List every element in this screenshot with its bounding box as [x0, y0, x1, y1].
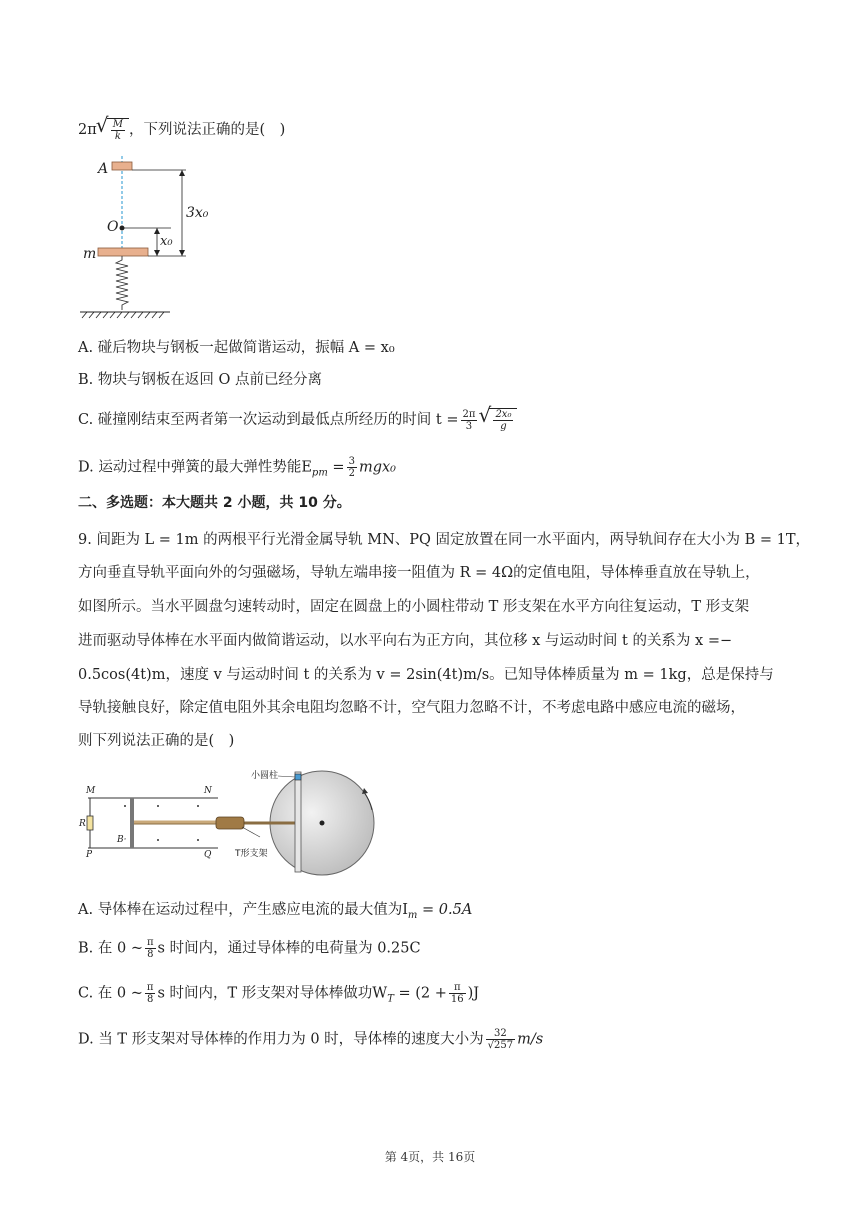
q9-b-den: 8 [147, 949, 154, 960]
intro-prefix: 2π [78, 122, 97, 138]
q9-line-3: 如图所示。当水平圆盘匀速转动时，固定在圆盘上的小圆柱带动 T 形支架在水平方向往复运动，T 形支架 [78, 599, 750, 615]
q9-c-den2: 16 [450, 994, 464, 1005]
label-O: O [107, 219, 119, 235]
q8-option-d [78, 456, 396, 483]
q9-line-5: 0.5cos(4t)m，速度 v 与运动时间 t 的关系为 v = 2sin(4t)m/s。已知导体棒质量为 m = 1kg，总是保持与 [78, 667, 774, 683]
q8-d-frac-num: 3 [348, 456, 355, 467]
rail-label-N: N [204, 786, 212, 796]
tframe-label: T形支架 [235, 849, 268, 859]
rail-disc-figure [78, 764, 388, 884]
q8-d-tail: mgx₀ [358, 459, 396, 476]
q8-c-text: C. 碰撞刚结束至两者第一次运动到最低点所经历的时间 t = [78, 412, 459, 428]
q9-c-num: π [146, 982, 154, 993]
q8-c-sqrt-num: √ 2x₀ [495, 409, 512, 420]
q8-d-eq: = [327, 459, 345, 476]
q9-b-num: π [146, 937, 154, 948]
q8-d-text: D. 运动过程中弹簧的最大弹性势能E [78, 459, 312, 476]
q9-a-text: A. 导体棒在运动过程中，产生感应电流的最大值为I [78, 902, 408, 918]
q8-option-c [78, 408, 517, 432]
q8-d-sub: pm [311, 467, 328, 479]
q9-c-sub: T [387, 993, 394, 1005]
label-m: m [83, 246, 97, 262]
q9-option-b [78, 937, 421, 960]
spring-figure [76, 152, 209, 327]
q9-c-eq: = (2 + [393, 985, 447, 1002]
rail-label-M: M [86, 786, 96, 796]
q9-a-tail: = 0.5A [417, 902, 473, 918]
q8-c-frac-num: 2π [462, 408, 476, 420]
q8-c-frac-den: 3 [465, 420, 473, 432]
q9-option-a [78, 900, 472, 926]
q9-line-4: 进而驱动导体棒在水平面内做简谐运动，以水平向右为正方向，其位移 x 与运动时间 t 的关系为 x =− [78, 633, 733, 649]
label-x0: x₀ [160, 234, 173, 249]
q8-option-a: A. 碰后物块与钢板一起做简谐运动，振幅 A = x₀ [78, 340, 395, 356]
q9-b-post: s 时间内，通过导体棒的电荷量为 0.25C [157, 940, 421, 957]
q9-option-c [78, 982, 479, 1009]
q9-line-7: 则下列说法正确的是( ) [78, 733, 235, 749]
label-3x0: 3x₀ [186, 205, 209, 221]
q9-c-post: s 时间内，T 形支架对导体棒做功W [157, 985, 388, 1002]
q8-d-frac-den: 2 [348, 468, 355, 479]
intro-line [78, 118, 285, 142]
q9-d-tail: m/s [517, 1031, 544, 1048]
sqrt-den: k [114, 131, 121, 142]
cylinder-label: 小圆柱 [251, 771, 279, 781]
q9-c-tail: )J [467, 985, 480, 1002]
resistor-label-R: R [79, 819, 86, 829]
intro-text: ，下列说法正确的是( ) [129, 122, 286, 138]
q9-c-pre: C. 在 0 ~ [78, 985, 143, 1002]
q9-c-den: 8 [146, 994, 154, 1005]
q9-d-pre: D. 当 T 形支架对导体棒的作用力为 0 时，导体棒的速度大小为 [78, 1031, 484, 1048]
q8-option-b: B. 物块与钢板在返回 O 点前已经分离 [78, 372, 322, 388]
q9-c-num2: π [449, 982, 466, 994]
q9-line-1: 9. 间距为 L = 1m 的两根平行光滑金属导轨 MN、PQ 固定放置在同一水平面内，两导轨间存在大小为 B = 1T， [78, 532, 811, 548]
sqrt-expr [107, 118, 129, 142]
q9-a-sub: m [407, 909, 418, 921]
q9-d-num: 32 [486, 1028, 515, 1040]
rail-label-Q: Q [204, 850, 212, 860]
label-A: A [98, 161, 109, 177]
q9-b-pre: B. 在 0 ~ [78, 940, 143, 957]
field-label-B: B· [117, 835, 127, 845]
q9-d-den: √257 [487, 1040, 514, 1051]
sqrt-num: √ M [112, 119, 124, 130]
q9-line-6: 导轨接触良好，除定值电阻外其余电阻均忽略不计，空气阻力忽略不计，不考虑电路中感应电流的磁场， [78, 700, 745, 716]
q9-line-2: 方向垂直导轨平面向外的匀强磁场，导轨左端串接一阻值为 R = 4Ω的定值电阻，导体棒垂直放在导轨上， [78, 565, 760, 581]
section-header: 二、多选题：本大题共 2 小题，共 10 分。 [78, 495, 351, 511]
q9-option-d [78, 1028, 543, 1051]
rail-label-P: P [86, 850, 93, 860]
q8-c-sqrt-den: g [500, 421, 507, 432]
page-footer: 第 4页，共 16页 [384, 1150, 476, 1164]
